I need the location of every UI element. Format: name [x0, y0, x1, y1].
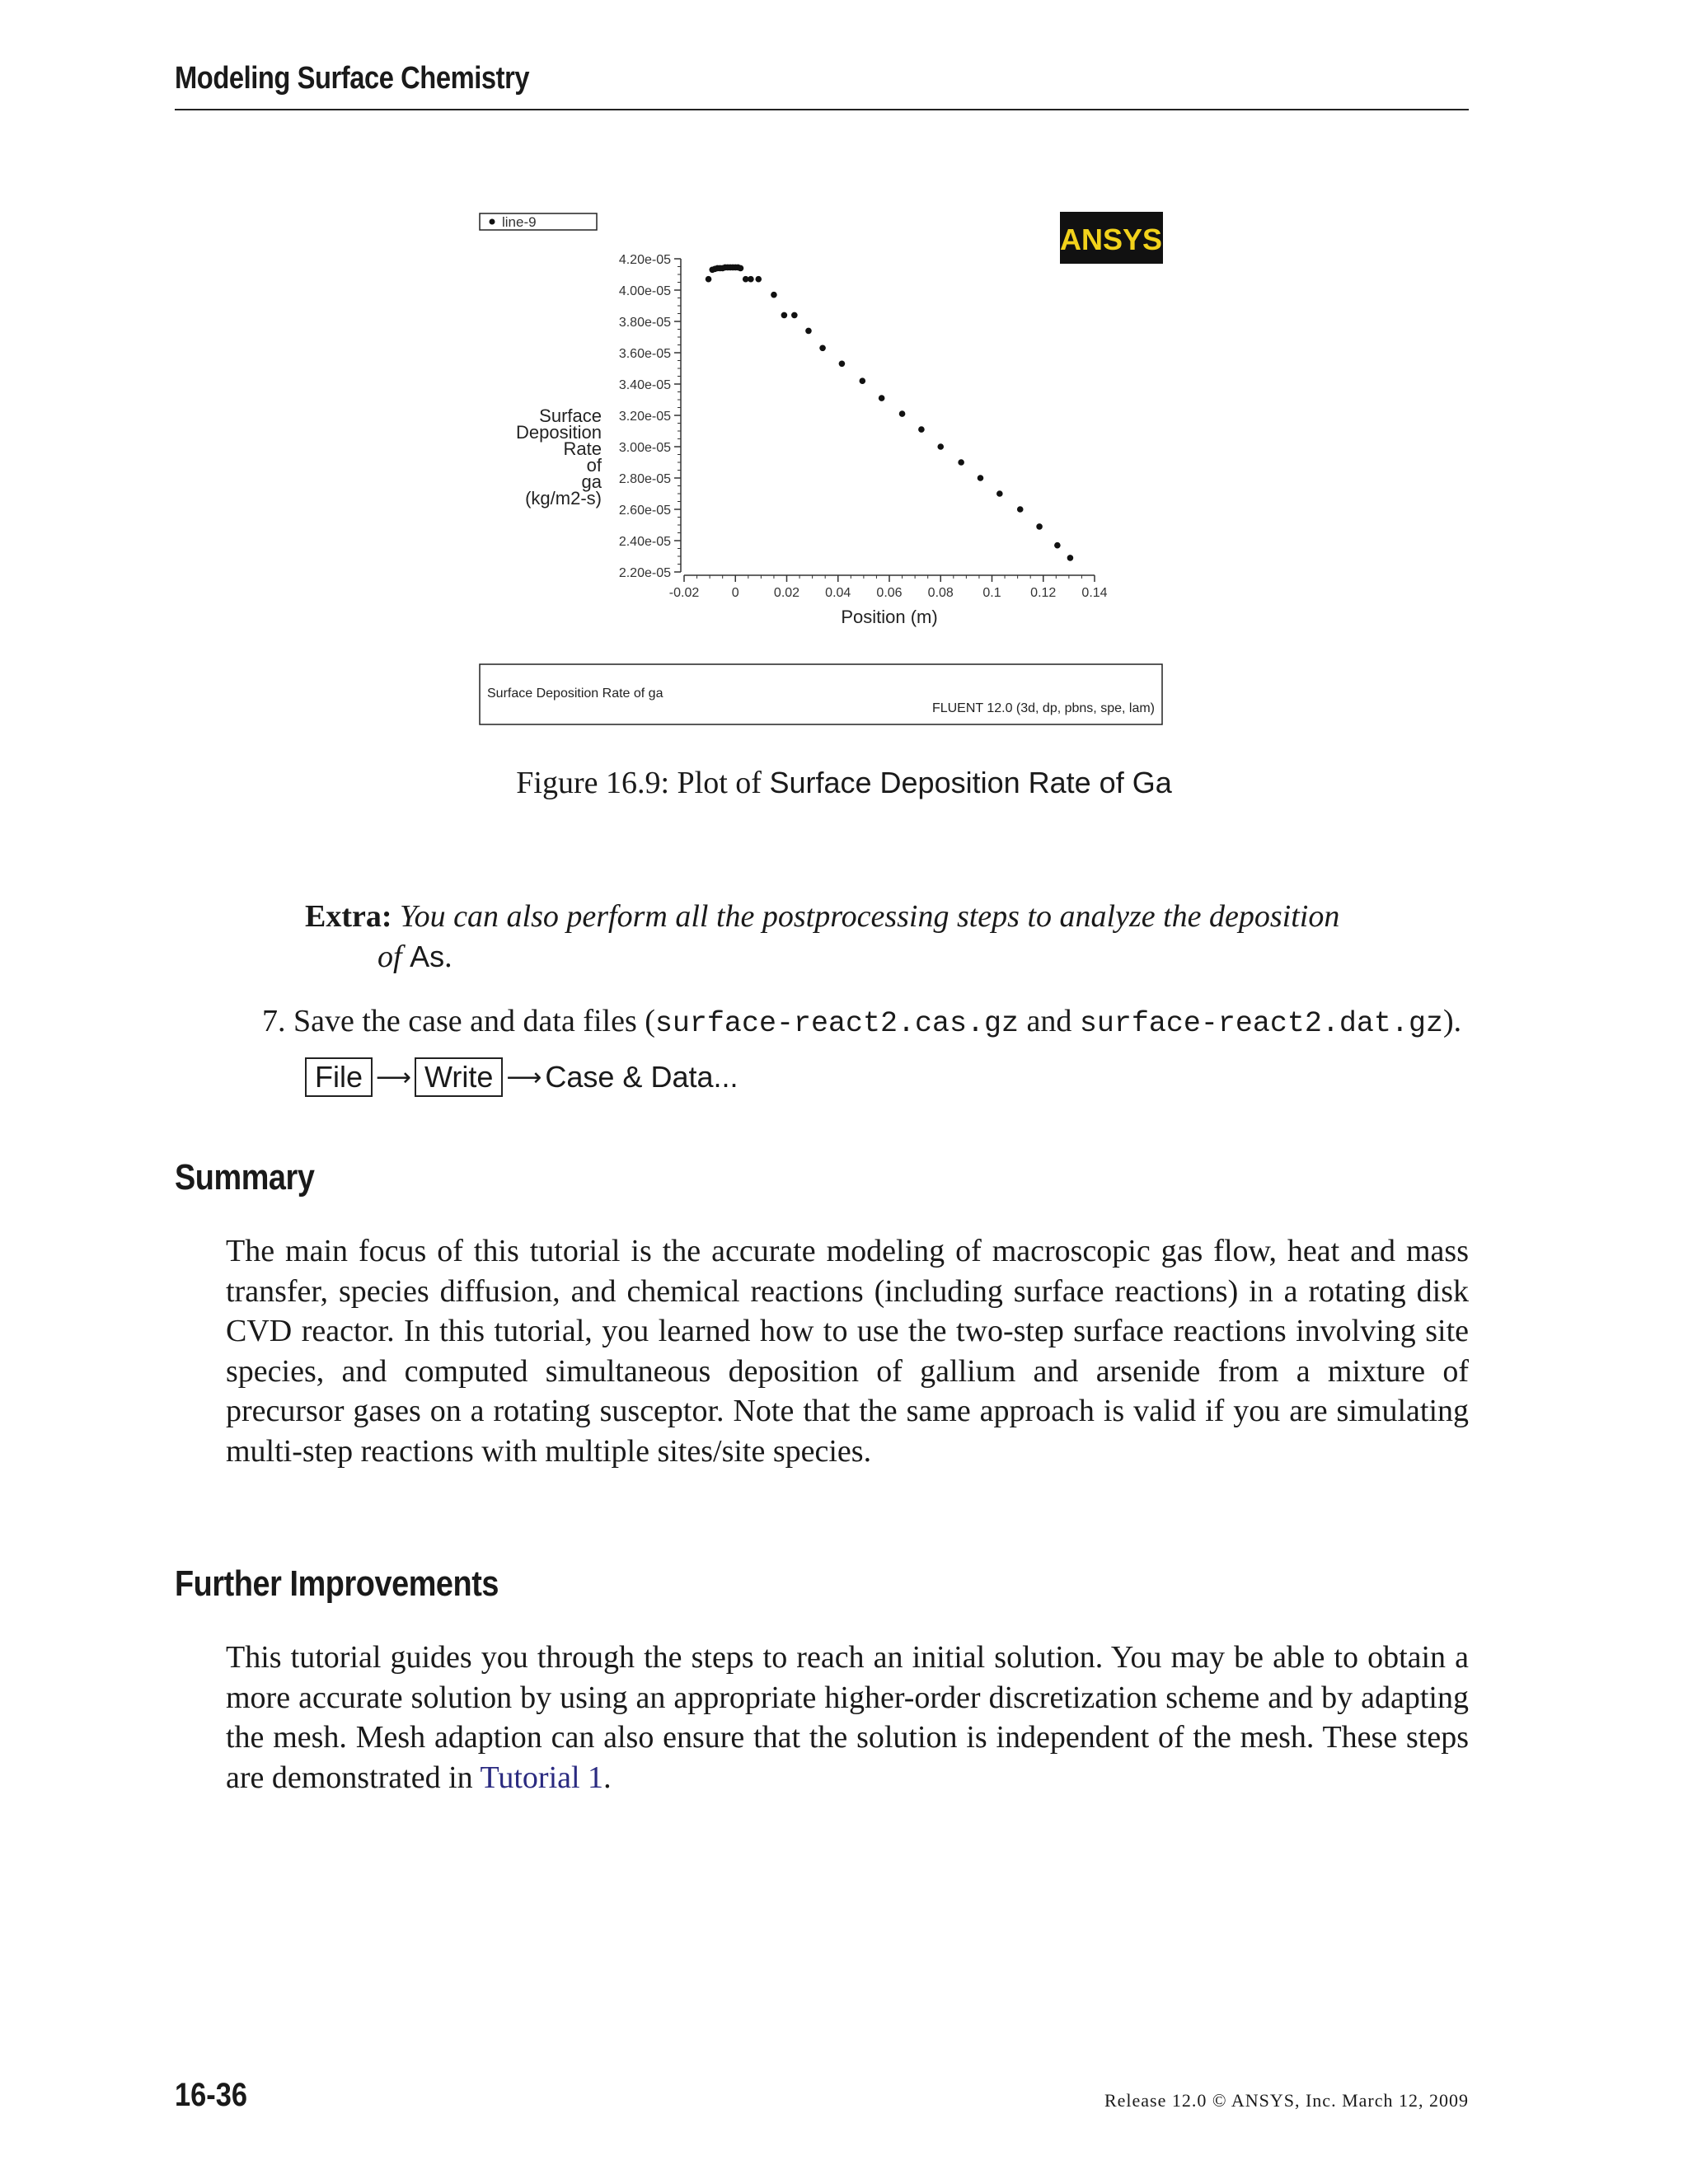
- y-tick-label: 3.60e-05: [618, 347, 671, 361]
- y-tick-label: 2.40e-05: [618, 535, 671, 549]
- further-improvements-paragraph: [226, 1638, 1469, 1797]
- step-text-after: ).: [1442, 1004, 1462, 1038]
- y-axis-label: [516, 405, 603, 509]
- data-point: [755, 276, 762, 283]
- menu-path: [305, 1057, 738, 1097]
- arrow-icon: ⟶: [376, 1062, 412, 1092]
- data-point: [978, 475, 984, 481]
- data-point: [1036, 523, 1043, 530]
- x-tick-label: 0.02: [773, 586, 800, 600]
- data-point: [996, 490, 1003, 497]
- x-tick-label: 0.06: [876, 586, 903, 600]
- figure-plot: [462, 198, 1179, 733]
- y-axis-label-line: (kg/m2-s): [525, 488, 602, 509]
- data-point: [771, 292, 777, 298]
- y-axis-label-line: Rate: [563, 438, 602, 459]
- data-point: [805, 328, 812, 335]
- case-file-name: surface-react2.cas.gz: [654, 1007, 1019, 1040]
- arrow-icon: ⟶: [506, 1062, 542, 1092]
- release-footer: Release 12.0 © ANSYS, Inc. March 12, 2009: [1104, 2090, 1469, 2111]
- y-axis-label-line: Deposition: [516, 422, 602, 443]
- page-number: 16-36: [175, 2077, 247, 2113]
- data-point: [879, 395, 885, 401]
- y-axis: [619, 253, 681, 580]
- step-text-before: Save the case and data files (: [293, 1004, 655, 1038]
- data-point: [918, 426, 925, 433]
- legend-label: line-9: [502, 214, 537, 230]
- data-point: [781, 312, 788, 319]
- y-tick-label: 3.00e-05: [618, 441, 671, 455]
- summary-heading: Summary: [175, 1157, 315, 1197]
- extra-text: You can also perform all the postprocessing steps to analyze the deposition: [400, 899, 1340, 934]
- legend: [480, 213, 597, 230]
- extra-species: As: [410, 940, 445, 973]
- data-point: [819, 345, 826, 352]
- data-points: [706, 265, 1073, 561]
- x-tick-label: 0.08: [927, 586, 954, 600]
- x-tick-label: 0.1: [982, 586, 1001, 600]
- further-end: .: [603, 1760, 612, 1795]
- y-tick-label: 4.00e-05: [618, 284, 671, 298]
- menu-item-file[interactable]: File: [305, 1057, 373, 1097]
- extra-label: Extra:: [305, 899, 392, 934]
- data-point: [1017, 506, 1024, 513]
- y-axis-label-line: of: [586, 455, 602, 476]
- y-tick-label: 2.60e-05: [618, 504, 671, 518]
- x-tick-label: 0.14: [1081, 586, 1108, 600]
- y-axis-label-line: ga: [581, 471, 602, 492]
- x-tick-label: -0.02: [668, 586, 700, 600]
- step-7: [262, 1003, 1461, 1040]
- x-tick-label: 0.12: [1030, 586, 1057, 600]
- data-point: [937, 443, 944, 450]
- info-box-title: Surface Deposition Rate of ga: [487, 687, 663, 701]
- figure-caption: [0, 765, 1688, 801]
- plot-info-box: [480, 664, 1162, 724]
- data-point: [706, 276, 712, 283]
- solver-info: FLUENT 12.0 (3d, dp, pbns, spe, lam): [931, 701, 1155, 715]
- x-axis-label: Position (m): [841, 607, 938, 627]
- caption-quantity: Surface Deposition Rate of Ga: [769, 766, 1172, 799]
- further-improvements-heading: Further Improvements: [175, 1563, 499, 1604]
- data-point: [748, 276, 754, 283]
- data-point: [791, 312, 798, 319]
- data-point: [899, 410, 906, 417]
- step-text-middle: and: [1019, 1004, 1080, 1038]
- data-point: [738, 265, 744, 272]
- y-tick-label: 3.20e-05: [618, 410, 671, 424]
- data-point: [958, 459, 964, 466]
- tutorial-1-link[interactable]: Tutorial 1: [480, 1760, 604, 1795]
- y-tick-label: 4.20e-05: [618, 253, 671, 267]
- extra-note: [305, 897, 1469, 937]
- menu-item-case-data[interactable]: Case & Data...: [545, 1060, 738, 1094]
- y-tick-label: 3.40e-05: [618, 378, 671, 392]
- legend-marker: [490, 219, 495, 225]
- ansys-logo: [1060, 212, 1163, 264]
- y-tick-label: 2.80e-05: [618, 472, 671, 486]
- header-rule: [175, 109, 1469, 110]
- running-header: Modeling Surface Chemistry: [175, 61, 530, 96]
- data-file-name: surface-react2.dat.gz: [1079, 1007, 1443, 1040]
- extra-note-continued: [377, 937, 452, 977]
- extra-period: .: [444, 940, 452, 974]
- data-point: [1067, 555, 1074, 561]
- x-axis: [669, 575, 1108, 600]
- logo-text: ANSYS: [1059, 223, 1163, 256]
- caption-prefix: Figure 16.9: Plot of: [516, 766, 770, 800]
- further-text: This tutorial guides you through the steps to reach an initial solution. You may be able to obtain a more accurate solution by using an appropriate higher-order discretization scheme and by adapting the mesh. Mesh adaption can also ensure that the solution is independent of the mesh. These steps are demonstrated in: [226, 1640, 1469, 1795]
- x-tick-label: 0.04: [825, 586, 851, 600]
- y-tick-label: 3.80e-05: [618, 316, 671, 330]
- extra-of: of: [377, 940, 402, 974]
- menu-item-write[interactable]: Write: [415, 1057, 503, 1097]
- data-point: [1054, 542, 1061, 549]
- y-tick-label: 2.20e-05: [618, 566, 671, 580]
- y-axis-label-line: Surface: [539, 405, 602, 426]
- x-tick-label: 0: [731, 586, 739, 600]
- data-point: [860, 377, 866, 384]
- step-number: 7.: [262, 1004, 286, 1038]
- data-point: [839, 361, 846, 368]
- summary-paragraph: The main focus of this tutorial is the accurate modeling of macroscopic gas flow, heat and mass transfer, species diffusion, and chemical reactions (including surface reactions) in a rotating disk CVD reactor. In this tutorial, you learned how to use the two-step surface reactions involving site species, and computed simultaneous deposition of gallium and arsenide from a mixture of precursor gases on a rotating susceptor. Note that the same approach is valid if you are simulating multi-step reactions with multiple sites/site species.: [226, 1234, 1469, 1469]
